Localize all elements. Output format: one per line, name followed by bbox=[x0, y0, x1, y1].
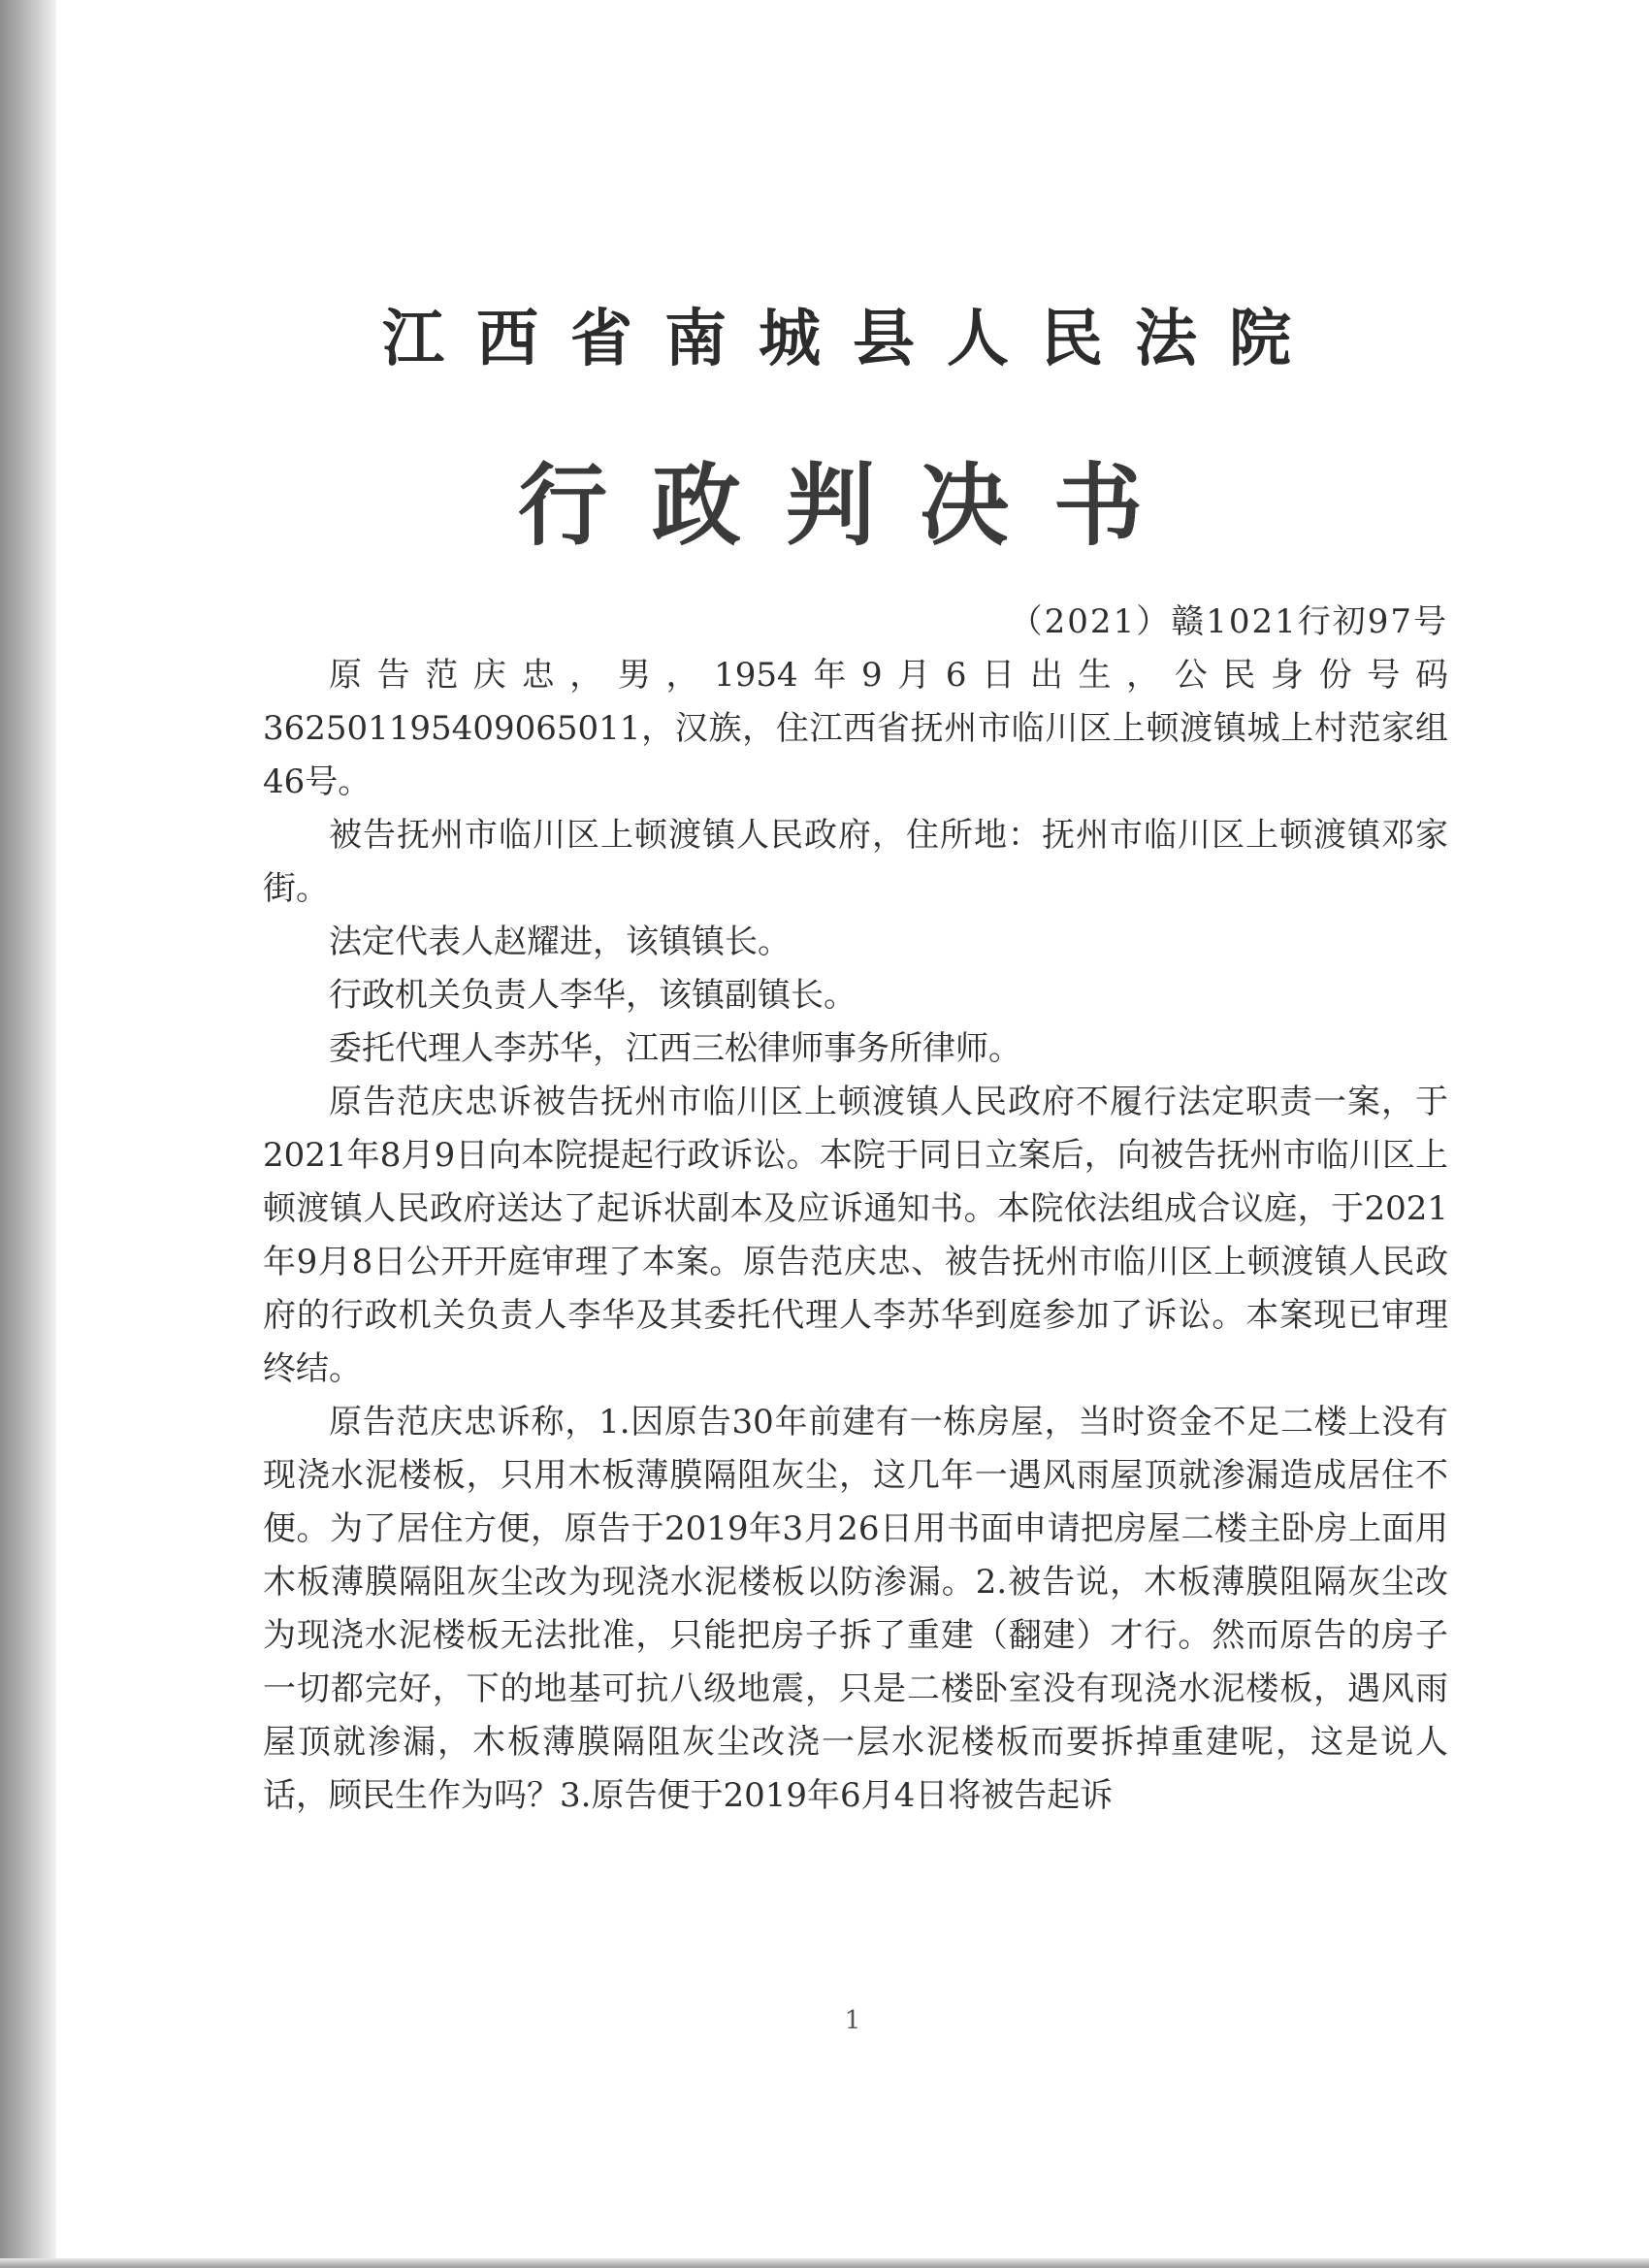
case-number: （2021）赣1021行初97号 bbox=[1009, 602, 1448, 641]
scan-edge-bottom bbox=[0, 2258, 1649, 2268]
document-page bbox=[56, 0, 1649, 2258]
plaintiff-claims-paragraph: 原告范庆忠诉称，1.因原告30年前建有一栋房屋，当时资金不足二楼上没有现浇水泥楼板，只用木板薄膜隔阻灰尘，这几年一遇风雨屋顶就渗漏造成居住不便。为了居住方便，原告于2019年3月26日用书面申请把房屋二楼主卧房上面用木板薄膜隔阻灰尘改为现浇水泥楼板以防渗漏。2.被告说，木板薄膜阻隔灰尘改为现浇水泥楼板无法批准，只能把房子拆了重建（翻建）才行。然而原告的房子一切都完好，下的地基可抗八级地震，只是二楼卧室没有现浇水泥楼板，遇风雨屋顶就渗漏，木板薄膜隔阻灰尘改浇一层水泥楼板而要拆掉重建呢，这是说人话，顾民生作为吗？3.原告便于2019年6月4日将被告起诉 bbox=[263, 1403, 1448, 1815]
legal-representative-paragraph: 法定代表人赵耀进，该镇镇长。 bbox=[329, 923, 791, 961]
court-name-heading: 江西省南城县人民法院 bbox=[382, 304, 1323, 375]
scan-edge-shadow bbox=[0, 0, 56, 2268]
case-procedure-paragraph: 原告范庆忠诉被告抚州市临川区上顿渡镇人民政府不履行法定职责一案，于2021年8月9日向本院提起行政诉讼。本院于同日立案后，向被告抚州市临川区上顿渡镇人民政府送达了起诉状副本及应诉通知书。本院依法组成合议庭，于2021年9月8日公开开庭审理了本案。原告范庆忠、被告抚州市临川区上顿渡镇人民政府的行政机关负责人李华及其委托代理人李苏华到庭参加了诉讼。本案现已审理终结。 bbox=[263, 1083, 1448, 1388]
judgment-body bbox=[263, 596, 1448, 1823]
entrusted-agent-paragraph: 委托代理人李苏华，江西三松律师事务所律师。 bbox=[329, 1029, 1021, 1068]
agency-head-paragraph: 行政机关负责人李华，该镇副镇长。 bbox=[329, 976, 857, 1015]
defendant-info-paragraph: 被告抚州市临川区上顿渡镇人民政府，住所地：抚州市临川区上顿渡镇邓家街。 bbox=[263, 816, 1448, 908]
document-title: 行政判决书 bbox=[517, 454, 1187, 558]
plaintiff-info-paragraph: 原告范庆忠，男，1954年9月6日出生，公民身份号码362501195409065011，汉族，住江西省抚州市临川区上顿渡镇城上村范家组46号。 bbox=[263, 656, 1448, 801]
page-number: 1 bbox=[844, 2006, 861, 2035]
